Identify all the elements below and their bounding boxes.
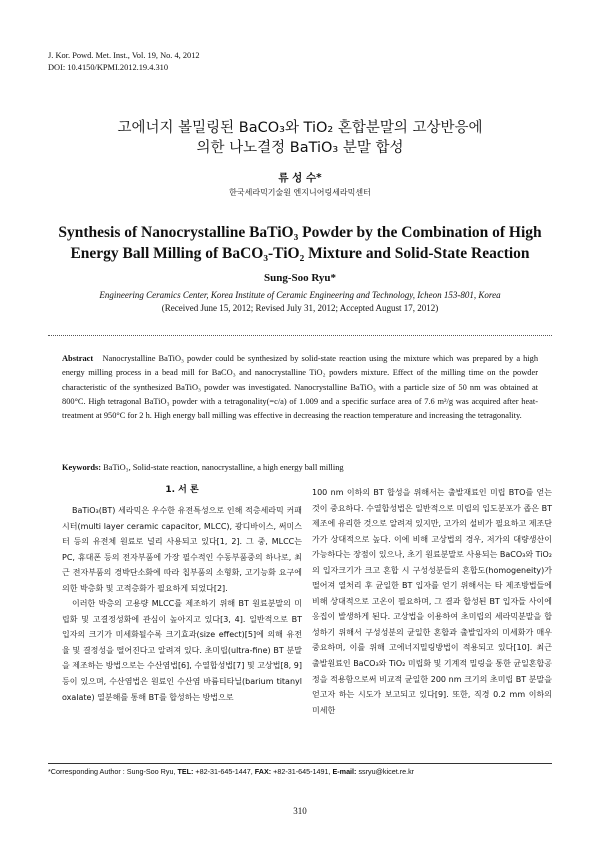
journal-doi: DOI: 10.4150/KPMI.2012.19.4.310 <box>48 63 169 72</box>
korean-title <box>0 118 600 158</box>
tel-label: TEL: <box>177 767 194 776</box>
keywords <box>62 463 538 472</box>
footnote-rule <box>48 763 552 764</box>
keywords-label: Keywords: <box>62 463 102 472</box>
journal-citation: J. Kor. Powd. Met. Inst., Vol. 19, No. 4, 2012 <box>48 51 200 60</box>
tel-value: +82-31-645-1447, <box>193 767 255 776</box>
left-paragraph-2: 이러한 박층의 고용량 MLCC를 제조하기 위해 BT 원료분말의 미립화 및 고결정성화에 관심이 높아지고 있다[3, 4]. 일반적으로 BT 입자의 크기가 미세화될수록 크기효과(size effect)[5]에 의해 유전율 및 결정성을 떨어진다고 알려져 있다. 초미립(ultra-fine) BT 분말을 제조하는 방법으로는 수산염법[6], 수열합성법[7] 및 고상법[8, 9] 등이 있으며, 수산염법은 원료인 수산염 바륨티타닐(barium titanyl oxalate) 열분해를 통해 BT를 합성하는 방법으로 <box>62 599 302 702</box>
english-affiliation: Engineering Ceramics Center, Korea Institute of Ceramic Engineering and Technology, Icheon 153-801, Korea <box>99 290 501 300</box>
left-column <box>62 483 302 705</box>
korean-title-line2: 의한 나노결정 BaTiO₃ 분말 합성 <box>196 140 404 156</box>
korean-title-line1: 고에너지 볼밀링된 BaCO₃와 TiO₂ 혼합분말의 고상반응에 <box>117 120 483 136</box>
journal-header <box>48 50 200 74</box>
abstract-text: Nanocrystalline BaTiO₃ powder could be synthesized by solid-state reaction using the mixture which was prepared by a high energy milling process in a bead mill for BaCO₃ and nanocrystalline TiO₂ powders mixture. Effect of the milling time on the powder characteristic of the synthesized BaTiO₃ powder was investigated. Nanocrystalline BaTiO₃ with a particle size of 50 nm was obtained at 800°C. High tetragonal BaTiO₃ powder with a tetragonality(=c/a) of 1.009 and a specific surface area of 7.6 m²/g was acquired after heat-treatment at 950°C for 2 h. High energy ball milling was effective in decreasing the reaction temperature and increasing the tetragonality. <box>62 354 539 421</box>
english-title <box>40 222 560 264</box>
korean-author: 류 성 수* <box>278 172 322 184</box>
english-title-line2: Energy Ball Milling of BaCO₃-TiO₂ Mixture and Solid-State Reaction <box>70 245 530 262</box>
keywords-text: BaTiO₃, Solid-state reaction, nanocrystalline, a high energy ball milling <box>103 463 344 472</box>
abstract <box>62 352 538 423</box>
page-number: 310 <box>293 806 307 816</box>
fax-label: FAX: <box>254 767 272 776</box>
right-paragraph-1: 100 nm 이하의 BT 합성을 위해서는 출발재료인 미립 BTO를 얻는 것이 중요하다. 수열합성법은 일반적으로 미립의 입도분포가 좁은 BT 제조에 유리한 것으로 알려져 있지만, 고가의 설비가 필요하고 제조단가가 상대적으로 높다. 이에 비해 고상법의 경우, 저가의 대량생산이 가능하다는 장점이 있으나, 초기 원료분말로 사용되는 BaCO₃와 TiO₂의 입자크기가 크고 혼합 시 구성성분들의 혼합도(homogeneity)가 떨어져 열처리 후 균일한 BT 입자를 얻기 위해서는 타 제조방법들에 비해 상대적으로 고온이 필요하며, 그 결과 합성된 BT 입자들 사이에 응집이 발생하게 된다. 고상법을 이용하여 초미립의 세라믹분말을 합성하기 위해서 구성성분의 균일한 혼합과 출발입자의 미세화가 매우 중요하며, 이를 위해 고에너지밀링방법이 적용되고 있다[10]. 최근 출발원료인 BaCO₃와 TiO₂ 미립화 및 기계적 밀링을 통한 균일혼합공정을 적용함으로써 비교적 균일한 200 nm 크기의 초미립 BT 분말을 얻고자 하는 시도가 보고되고 있다[9]. 또한, 직경 0.2 mm 이하의 미세한 <box>312 488 552 715</box>
submission-dates: (Received June 15, 2012; Revised July 31, 2012; Accepted August 17, 2012) <box>161 303 439 313</box>
footnote-prefix: *Corresponding Author : Sung-Soo Ryu, <box>48 767 178 776</box>
email-label: E-mail: <box>332 767 357 776</box>
english-title-line1: Synthesis of Nanocrystalline BaTiO₃ Powder by the Combination of High <box>58 224 542 241</box>
abstract-label: Abstract <box>62 354 94 363</box>
section-heading: 1. 서 론 <box>165 485 199 495</box>
right-column <box>312 485 552 718</box>
corresponding-author-footnote <box>48 767 414 776</box>
english-author: Sung-Soo Ryu* <box>263 272 337 284</box>
abstract-top-rule <box>48 335 552 336</box>
korean-affiliation: 한국세라믹기술원 엔지니어링세라믹센터 <box>229 188 371 197</box>
email-value: ssryu@kicet.re.kr <box>356 767 415 776</box>
fax-value: +82-31-645-1491, <box>271 767 333 776</box>
left-paragraph-1: BaTiO₃(BT) 세라믹은 우수한 유전특성으로 인해 적층세라믹 커패시터(multi layer ceramic capacitor, MLCC), 광디바이스, 써미스터 등의 유전체 원료로 널리 사용되고 있다[1, 2]. 그 중, MLCC는 PC, 휴대폰 등의 전자부품에 가장 필수적인 수동부품중의 하나로, 최근 전자부품의 경박단소화에 따라 칩부품의 소형화, 고기능화 요구에 의한 박층화 및 고적층화가 필요하게 되었다[2]. <box>62 506 302 593</box>
